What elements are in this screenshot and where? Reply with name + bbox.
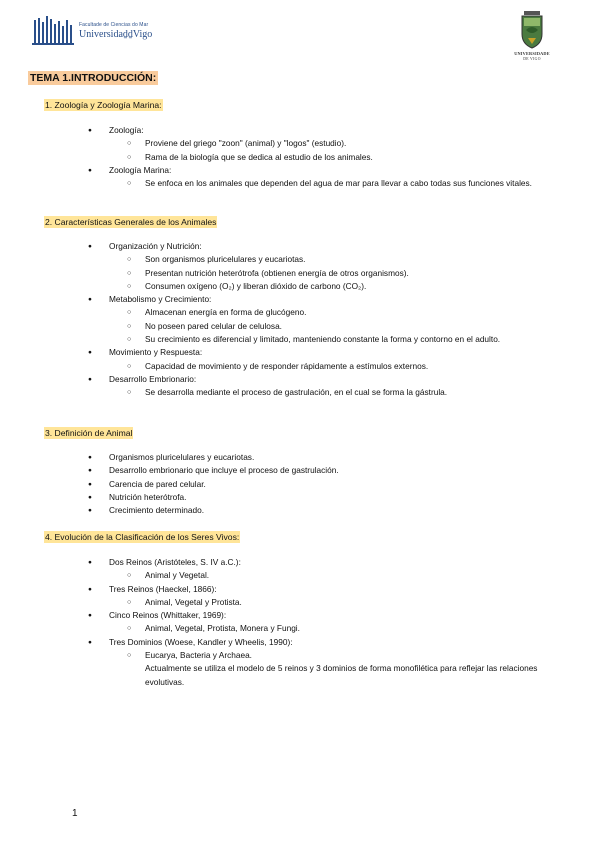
list-item: ● Organismos pluricelulares y eucariotas. [88, 451, 548, 464]
list-item: ● Cinco Reinos (Whittaker, 1969): ○ Animal, Vegetal, Protista, Monera y Fungi. [88, 609, 548, 636]
sub-list-item: ○ Almacenan energía en forma de glucógeno. [109, 306, 548, 319]
section-list [88, 240, 548, 400]
list-item: ● Zoología Marina: ○ Se enfoca en los animales que dependen del agua de mar para llevar a cabo todas sus funciones vitales. [88, 164, 548, 191]
page-number: 1 [72, 808, 78, 819]
list-item: ● Movimiento y Respuesta: ○ Capacidad de movimiento y de responder rápidamente a estímulos externos. [88, 346, 548, 373]
sub-list-item: ○ Se desarrolla mediante el proceso de gastrulación, en el cual se forma la gástrula. [109, 386, 548, 399]
list-item: ● Desarrollo Embrionario: ○ Se desarrolla mediante el proceso de gastrulación, en el cual se forma la gástrula. [88, 373, 548, 400]
sub-list-item: ○ Capacidad de movimiento y de responder rápidamente a estímulos externos. [109, 360, 548, 373]
sub-list-item: ○ Animal y Vegetal. [109, 569, 548, 582]
building-icon [32, 16, 76, 46]
university-name: UniversidaḏḏVigo [79, 29, 153, 40]
sub-list-item: ○ Son organismos pluricelulares y eucariotas. [109, 253, 548, 266]
list-item: ● Zoología: ○ Proviene del griego "zoon" (animal) y "logos" (estudio). ○ Rama de la biología que se dedica al estudio de los animales. [88, 124, 548, 164]
list-item: ● Dos Reinos (Aristóteles, S. IV a.C.): ○ Animal y Vegetal. [88, 556, 548, 583]
section-heading: 1. Zoología y Zoología Marina: [45, 100, 162, 110]
list-item: ● Tres Dominios (Woese, Kandler y Wheelis, 1990): ○ Eucarya, Bacteria y Archaea. Actualmente se utiliza el modelo de 5 reinos y 3 dominios de forma monofilética para reflejar las relaciones evolutivas. [88, 636, 548, 689]
note-text: Actualmente se utiliza el modelo de 5 reinos y 3 dominios de forma monofilética para reflejar las relaciones evolutivas. [145, 663, 538, 687]
section-list [88, 556, 548, 689]
faculty-logo [32, 16, 182, 46]
document-title: TEMA 1.INTRODUCCIÓN: [30, 72, 157, 84]
sub-list-item: ○ Animal, Vegetal y Protista. [109, 596, 548, 609]
list-item: ● Desarrollo embrionario que incluye el proceso de gastrulación. [88, 464, 548, 477]
section-heading: 4. Evolución de la Clasificación de los Seres Vivos: [45, 532, 240, 542]
section-heading: 2. Características Generales de los Animales [45, 217, 217, 227]
sub-list-item: ○ Animal, Vegetal, Protista, Monera y Fungi. [109, 622, 548, 635]
list-item: ● Crecimiento determinado. [88, 504, 548, 517]
crest-caption-1: UNIVERSIDADE [514, 51, 550, 56]
list-item: ● Organización y Nutrición: ○ Son organismos pluricelulares y eucariotas. ○ Presentan nutrición heterótrofa (obtienen energía de otros organismos). ○ Consumen oxígeno (O₂) y liberan dióxido de carbono (CO₂). [88, 240, 548, 293]
sub-list-item: ○ Su crecimiento es diferencial y limitado, manteniendo constante la forma y contorno en el adulto. [109, 333, 548, 346]
sub-list-item: ○ Eucarya, Bacteria y Archaea. [109, 649, 548, 662]
sub-list-item: ○ Proviene del griego "zoon" (animal) y "logos" (estudio). [109, 137, 548, 150]
sub-list-item: ○ Presentan nutrición heterótrofa (obtienen energía de otros organismos). [109, 267, 548, 280]
university-crest [502, 10, 562, 65]
list-item: ● Metabolismo y Crecimiento: ○ Almacenan energía en forma de glucógeno. ○ No poseen pared celular de celulosa. ○ Su crecimiento es diferencial y limitado, manteniendo constante la forma y contorno en el adulto. [88, 293, 548, 346]
sub-list-item: ○ Se enfoca en los animales que dependen del agua de mar para llevar a cabo todas sus funciones vitales. [109, 177, 548, 190]
faculty-name: Facultade de Ciencias do Mar [79, 22, 149, 28]
list-item: ● Nutrición heterótrofa. [88, 491, 548, 504]
sub-list-item: ○ No poseen pared celular de celulosa. [109, 320, 548, 333]
crest-caption-2: DE VIGO [523, 57, 541, 61]
list-item: ● Carencia de pared celular. [88, 478, 548, 491]
crest-icon [502, 10, 562, 50]
section-heading: 3. Definición de Animal [45, 428, 133, 438]
section-list [88, 451, 548, 517]
section-list [88, 124, 548, 190]
sub-list-item: ○ Rama de la biología que se dedica al estudio de los animales. [109, 151, 548, 164]
sub-list-item: ○ Consumen oxígeno (O₂) y liberan dióxido de carbono (CO₂). [109, 280, 548, 293]
list-item: ● Tres Reinos (Haeckel, 1866): ○ Animal, Vegetal y Protista. [88, 583, 548, 610]
